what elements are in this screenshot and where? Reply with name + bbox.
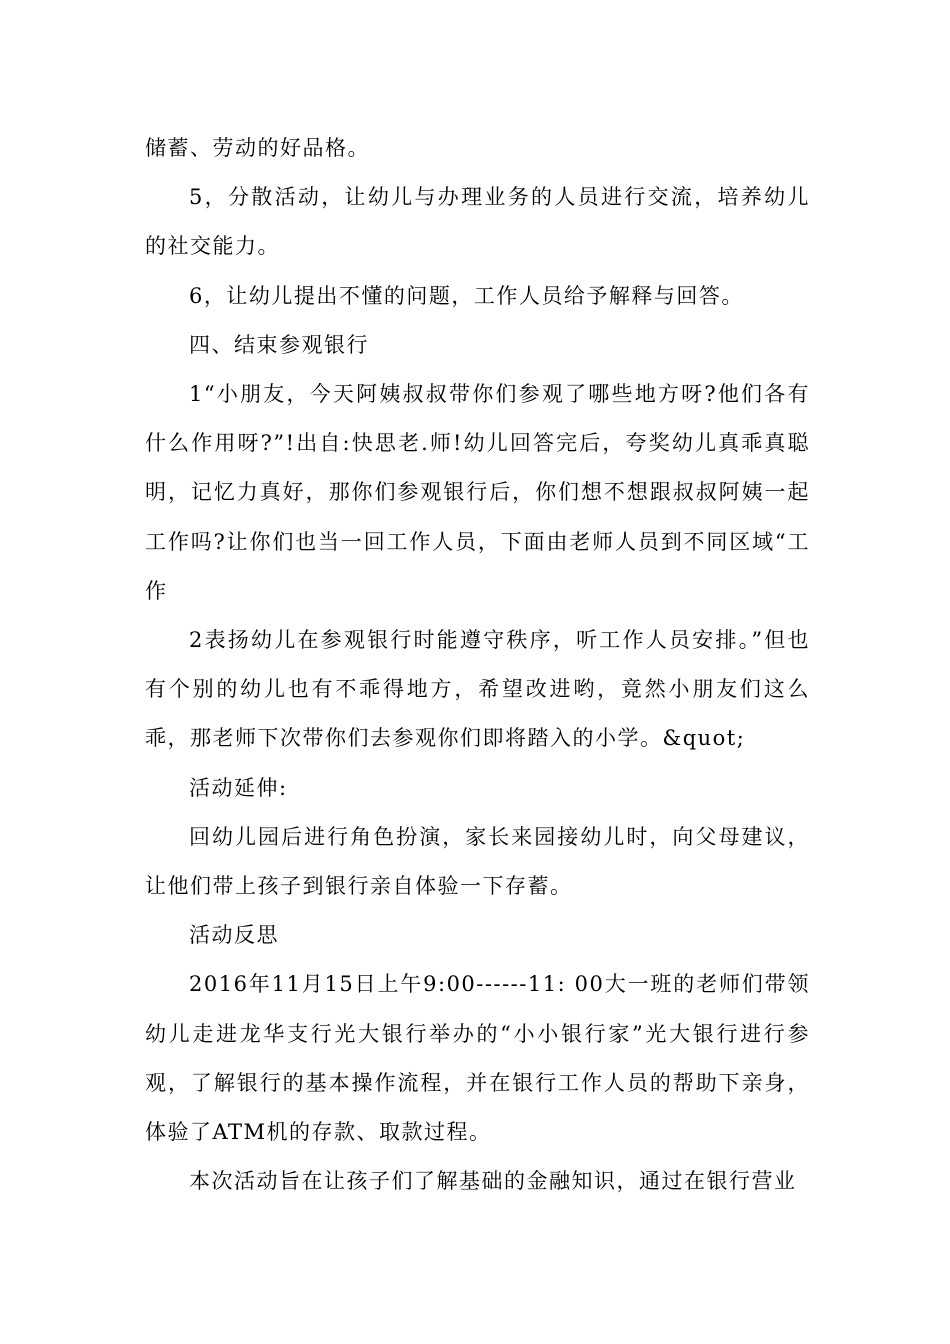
section-heading-4: 四、结束参观银行	[189, 332, 369, 357]
heading-activity-reflection: 活动反思	[189, 923, 279, 948]
heading-activity-extension: 活动延伸:	[189, 775, 288, 800]
document-page	[145, 124, 810, 1206]
paragraph-11: 本次活动旨在让孩子们了解基础的金融知识，通过在银行营业	[189, 1169, 797, 1194]
paragraph-8: 回幼儿园后进行角色扮演，家长来园接幼儿时，向父母建议，让他们带上孩子到银行亲自体验一下存蓄。	[145, 824, 810, 899]
paragraph-10: 2016年11月15日上午9:00------11: 00大一班的老师们带领幼儿走进龙华支行光大银行举办的“小小银行家”光大银行进行参观，了解银行的基本操作流程，并在银行工作人员的帮助下亲身，体验了ATM机的存款、取款过程。	[145, 972, 810, 1145]
paragraph-6: 2表扬幼儿在参观银行时能遵守秩序，听工作人员安排。”但也有个别的幼儿也有不乖得地方，希望改进哟，竟然小朋友们这么乖，那老师下次带你们去参观你们即将踏入的小学。&quot;	[145, 628, 810, 751]
paragraph-3: 6，让幼儿提出不懂的问题，工作人员给予解释与回答。	[189, 283, 744, 308]
paragraph-2: 5，分散活动，让幼儿与办理业务的人员进行交流，培养幼儿的社交能力。	[145, 185, 810, 259]
paragraph-5: 1“小朋友，今天阿姨叔叔带你们参观了哪些地方呀?他们各有什么作用呀?”!出自:快思老.师!幼儿回答完后，夸奖幼儿真乖真聪明，记忆力真好，那你们参观银行后，你们想不想跟叔叔阿姨一起工作吗?让你们也当一回工作人员，下面由老师人员到不同区域“工作	[145, 382, 810, 603]
paragraph-1: 储蓄、劳动的好品格。	[145, 136, 370, 160]
